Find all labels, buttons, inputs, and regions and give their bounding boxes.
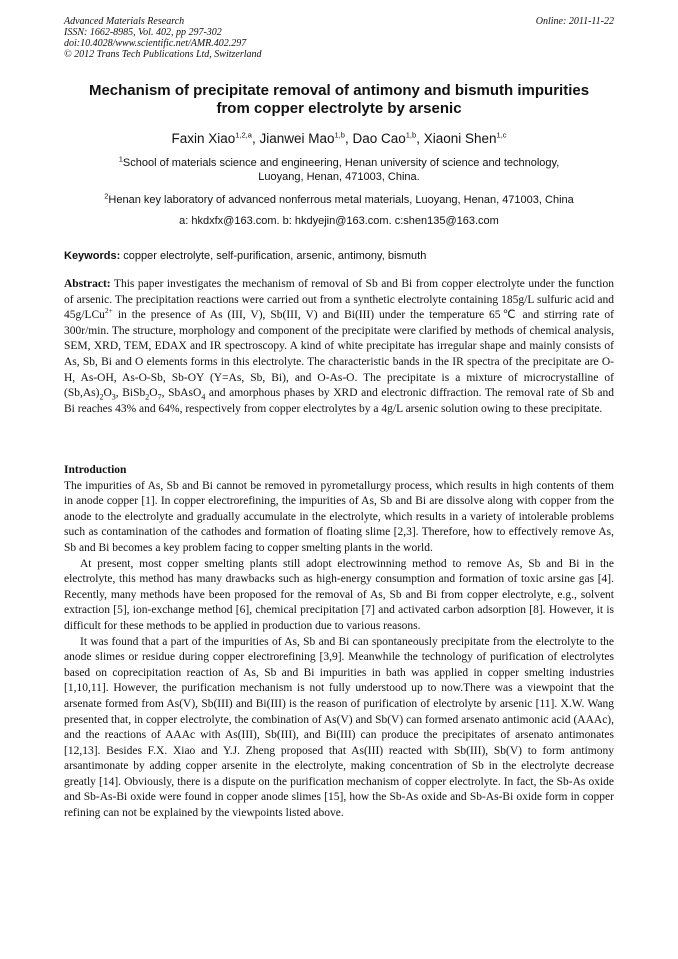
doi-line: doi:10.4028/www.scientific.net/AMR.402.297: [64, 38, 247, 49]
affiliation-1-line-1: School of materials science and engineering, Henan university of science and technology,: [122, 157, 560, 169]
author-separator: ,: [251, 131, 260, 146]
affiliation-2-text: Henan key laboratory of advanced nonferrous metal materials, Luoyang, Henan, 471003, China: [108, 194, 574, 206]
author-affiliation-mark: 1,b: [405, 130, 417, 140]
affiliation-1-line-2: Luoyang, Henan, 471003, China.: [258, 171, 420, 183]
author-list: [64, 131, 614, 147]
issn-line: ISSN: 1662-8985, Vol. 402, pp 297-302: [64, 27, 222, 38]
superscript: 2+: [104, 306, 113, 316]
journal-name: Advanced Materials Research: [64, 16, 185, 27]
author-affiliation-mark: 1,b: [334, 130, 345, 140]
affiliation-number: 1: [118, 154, 123, 164]
affiliation-number: 2: [104, 191, 109, 201]
subscript: 3: [111, 392, 116, 402]
subscript: 7: [157, 392, 162, 402]
abstract-text: , BiSb: [115, 387, 146, 400]
keywords-label: Keywords:: [64, 250, 121, 262]
abstract: [64, 277, 614, 417]
abstract-text: O: [149, 387, 158, 400]
author-emails: a: hkdxfx@163.com. b: hkdyejin@163.com. c:shen135@163.com: [179, 215, 499, 227]
introduction-heading: Introduction: [64, 464, 127, 476]
subscript: 4: [201, 392, 206, 402]
author-separator: ,: [344, 131, 349, 146]
author-name: Jianwei Mao: [259, 131, 335, 146]
affiliation-1: [64, 156, 614, 184]
intro-paragraph-1: The impurities of As, Sb and Bi cannot be removed in pyrometallurgy process, which results in high contents of them in anode copper [1]. In copper electrorefining, the impurities of As, Sb and Bi are dissolve along with copper from the anode to the electrolyte and gradually accumulate in the electrolyte, which results in a variety of intolerable problems such as contamination of the cathodes and formation of floating slime [2,3]. Therefore, how to effectively remove As, Sb and Bi becomes a key problem facing to copper smelting plants in the world.: [64, 479, 614, 554]
paper-title: [64, 82, 614, 118]
affiliation-2: [64, 193, 614, 207]
title-line-1: Mechanism of precipitate removal of antimony and bismuth impurities: [88, 82, 590, 99]
author-affiliation-mark: 1,c: [496, 130, 507, 140]
author-name: Faxin Xiao: [171, 131, 236, 146]
abstract-text: and amorphous phases by XRD and electronic diffraction. The removal rate of Sb and Bi reaches 43% and 64%, respectively from copper electrolytes by a 4g/L arsenic solution owing to these precipitate.: [64, 387, 614, 415]
abstract-text: This paper investigates the mechanism of removal of Sb and Bi from copper electrolyte under the function of arsenic. The precipitation reactions were carried out from a synthetic electrolyte containing 185g/L sulfuric acid and 45g/LCu: [64, 278, 614, 322]
abstract-text: , SbAsO: [161, 387, 202, 400]
copyright-line: © 2012 Trans Tech Publications Ltd, Switzerland: [64, 49, 262, 60]
intro-paragraph-3: It was found that a part of the impurities of As, Sb and Bi can spontaneously precipitate from the electrolyte to the anode slimes or residue during copper electrorefining [3,9]. Meanwhile the technology of purification of electrolytes based on coprecipitation reaction of As, Sb and Bi impurities in bath was applied in copper smelting industries [1,10,11]. However, the purification mechanism is not fully understood up to now.There was a viewpoint that the arsenate formed from As(V), Sb(III) and Bi(III) is the reason of purification of electrolyte by arsenic [11]. X.W. Wang presented that, in copper electrolyte, the combination of As(V) and Sb(V) can formed arsenato antimonic acid (AAAc), and the reactions of AAAc with As(III), Sb(III), and Bi(III) can produce the precipitates of arsenato antimonates [12,13]. Besides F.X. Xiao and Y.J. Zheng proposed that As(III) reacted with Sb(III), Sb(V) to form antimony arsantimonate by adding copper arsenite in the electrolyte, making concentration of Sb in the electrolyte decrease greatly [14]. Obviously, there is a dispute on the purification mechanism of copper electrolyte. In fact, the Sb-As oxide and Sb-As-Bi oxide were found in copper anode slimes [15], how the Sb-As oxide and Sb-As-Bi oxide form in copper refining can not be explained by the viewpoints listed above.: [64, 635, 614, 820]
title-line-2: from copper electrolyte by arsenic: [216, 100, 462, 117]
keywords-text: copper electrolyte, self-purification, arsenic, antimony, bismuth: [120, 250, 427, 262]
online-date: Online: 2011-11-22: [535, 16, 614, 27]
subscript: 2: [145, 392, 150, 402]
keywords: [64, 250, 614, 262]
author-separator: ,: [416, 131, 424, 146]
introduction-section: [64, 463, 614, 822]
author-name: Dao Cao: [352, 131, 406, 146]
abstract-text: O: [103, 387, 112, 400]
abstract-text: in the presence of As (III, V), Sb(III, V) and Bi(III) under the temperature 65℃ and stirring rate of 300r/min. The structure, morphology and component of the precipitate were clarified by methods of chemical analysis, SEM, XRD, TEM, EDAX and IR spectroscopy. A kind of white precipitate has irregular shape and mainly consists of As, Sb, Bi and O elements forms in this electrolyte. The characteristic bands in the IR spectra of the precipitate are O-H, As-OH, As-O-Sb, Sb-OY (Y=As, Sb, Bi), and O-As-O. The precipitate is a mixture of microcrystalline of (Sb,As): [64, 309, 614, 400]
intro-paragraph-2: At present, most copper smelting plants still adopt electrowinning method to remove As, Sb and Bi in the electrolyte, this method has many drawbacks such as high-energy consumption and formation of toxic arsine gas [4]. Recently, many methods have been proposed for the removal of As, Sb and Bi from copper electrolyte, e.g., solvent extraction [5], ion-exchange method [6], chemical precipitation [7] and activated carbon adsorption [8]. However, it is difficult for these methods to be applied in production due to various reasons.: [64, 557, 614, 632]
subscript: 2: [99, 392, 104, 402]
author-name: Xiaoni Shen: [423, 131, 497, 146]
abstract-label: Abstract:: [64, 278, 111, 290]
journal-header: [64, 16, 262, 60]
author-affiliation-mark: 1,2,a: [235, 130, 252, 140]
